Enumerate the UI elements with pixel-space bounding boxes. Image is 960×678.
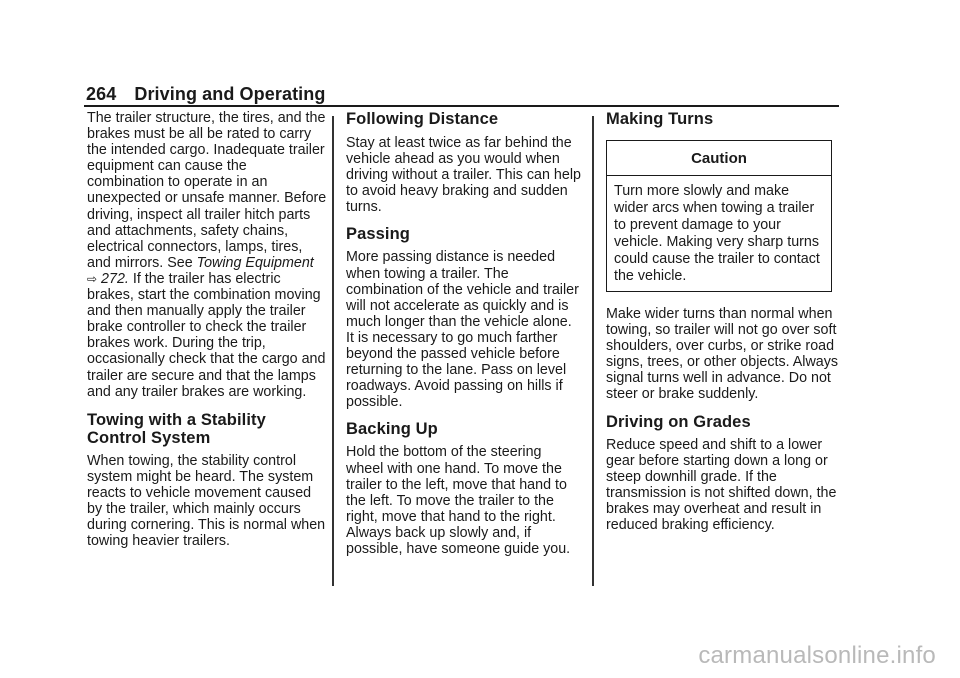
heading-passing: Passing [346,225,410,244]
header-rule [84,105,839,107]
page-number: 264 [86,84,117,104]
section-title: Driving and Operating [134,84,326,104]
watermark: carmanualsonline.info [698,642,936,669]
column-3 [606,110,842,533]
caution-title: Caution [607,141,831,176]
heading-driving-on-grades: Driving on Grades [606,412,751,431]
caution-box [606,140,832,292]
xref-arrow-icon: ⇨ [87,271,98,286]
turns-paragraph: Make wider turns than normal when towing, so trailer will not go over soft shoulders, over curbs, or strike road signs, trees, or other objects. Always signal turns well in advance. Do not steer or brake suddenly. [606,306,839,403]
intro-paragraph [87,110,327,400]
heading-backing-up: Backing Up [346,420,438,439]
heading-following-distance: Following Distance [346,110,499,128]
column-2 [346,110,582,557]
heading-stability-control: Towing with a Stability Control System [87,410,266,447]
xref-page[interactable]: 272. [101,270,129,287]
passing-paragraph: More passing distance is needed when towing a trailer. The combination of the vehicle and trailer will not accelerate as quickly and is much longer than the vehicle alone. It is necessary to go much farther beyond the passed vehicle before returning to the lane. Pass on level roadways. Avoid passing on hills if possible. [346,249,579,411]
xref-towing-equipment[interactable]: Towing Equipment [196,254,314,271]
following-paragraph: Stay at least twice as far behind the vehicle ahead as you would when driving without a trailer. This can help to avoid heavy braking and sudden turns. [346,135,581,216]
backing-paragraph: Hold the bottom of the steering wheel with one hand. To move the trailer to the left, move that hand to the left. To move the trailer to the right, move that hand to the right. Always back up slowly and, if possible, have someone guide you. [346,444,571,557]
column-divider-1 [332,116,334,586]
heading-making-turns: Making Turns [606,110,714,128]
stability-paragraph: When towing, the stability control system might be heard. The system reacts to vehicle movement caused by the trailer, which mainly occurs during cornering. This is normal when towing heavier trailers. [87,452,326,550]
column-1 [87,110,327,549]
intro-text-a: The trailer structure, the tires, and the brakes must be all be rated to carry the intended cargo. Inadequate trailer equipment can cause the combination to operate in an unexpected or unsafe manner. Before driving, inspect all trailer hitch parts and attachments, safety chains, electrical connectors, lamps, tires, and mirrors. See [87,110,327,271]
page-header [86,84,325,104]
grades-paragraph: Reduce speed and shift to a lower gear before starting down a long or steep downhill grade. If the transmission is not shifted down, the brakes may overheat and result in reduced braking efficiency. [606,436,837,534]
intro-text-b: If the trailer has electric brakes, start the combination moving and then manually apply the trailer brake controller to check the trailer brakes work. During the trip, occasionally check that the cargo and trailer are secure and that the lamps and any trailer brakes are working. [87,270,326,400]
column-divider-2 [592,116,594,586]
caution-text: Turn more slowly and make wider arcs when towing a trailer to prevent damage to your vehicle. Making very sharp turns could cause the trailer to contact the vehicle. [614,183,820,284]
